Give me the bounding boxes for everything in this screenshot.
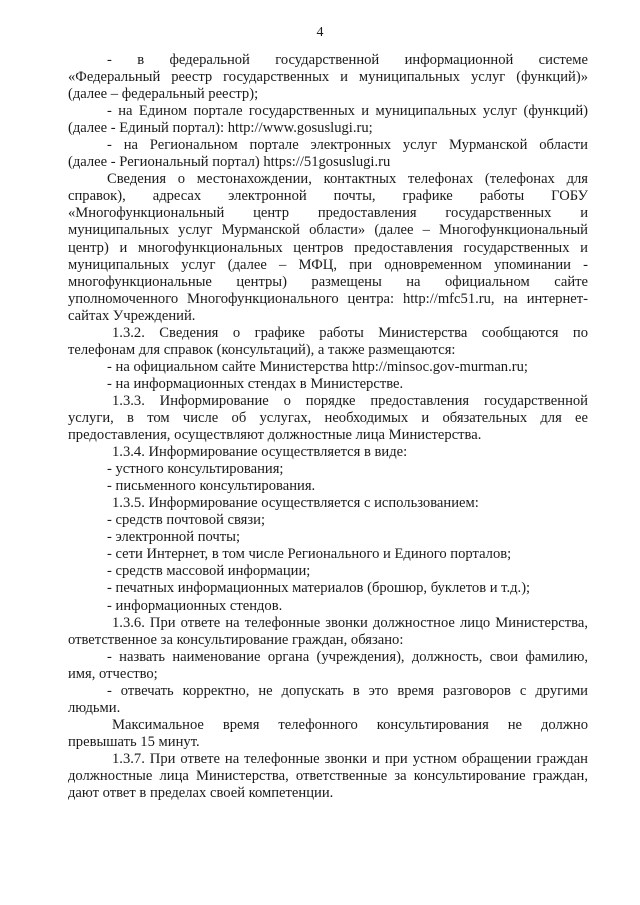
text-line: муниципальных услуг (далее – МФЦ, при одновременном упоминании -	[68, 256, 588, 273]
text-line: (далее – федеральный реестр);	[68, 86, 259, 103]
text-line: - на официальном сайте Министерства http://minsoc.gov-murman.ru;	[107, 358, 528, 375]
text-line: предоставления, осуществляют должностные лица Министерства.	[68, 427, 482, 444]
text-line: дают ответ в пределах своей компетенции.	[68, 785, 334, 802]
text-line: 1.3.5. Информирование осуществляется с использованием:	[112, 495, 479, 512]
text-line: - печатных информационных материалов (брошюр, буклетов и т.д.);	[107, 580, 531, 597]
text-line: ответственное за консультирование граждан, обязано:	[68, 631, 404, 648]
text-line: - в федеральной государственной информационной системе	[107, 52, 588, 68]
text-line: - назвать наименование органа (учреждения), должность, свои фамилию,	[107, 648, 588, 665]
text-line: - на Региональном портале электронных услуг Мурманской области	[107, 137, 588, 154]
text-line: - сети Интернет, в том числе Регионального и Единого порталов;	[107, 546, 512, 563]
text-line: 1.3.4. Информирование осуществляется в виде:	[112, 444, 408, 461]
text-line: (далее - Единый портал): http://www.gosuslugi.ru;	[68, 120, 373, 137]
text-line: - информационных стендов.	[107, 597, 283, 614]
text-line: центр) и многофункциональных центров предоставления государственных и	[68, 239, 588, 256]
text-line: 1.3.2. Сведения о графике работы Министерства сообщаются по	[112, 324, 588, 341]
text-line: «Многофункциональный центр предоставления государственных и	[68, 205, 588, 222]
text-line: - письменного консультирования.	[107, 478, 316, 495]
text-line: должностные лица Министерства, ответственные за консультирование граждан,	[68, 767, 588, 784]
text-line: - на Едином портале государственных и муниципальных услуг (функций)	[107, 103, 588, 120]
text-line: - электронной почты;	[107, 529, 240, 546]
text-line: имя, отчество;	[68, 665, 158, 682]
text-line: 1.3.7. При ответе на телефонные звонки и при устном обращении граждан	[112, 750, 588, 767]
text-line: - средств почтовой связи;	[107, 512, 266, 529]
text-line: справок), адресах электронной почты, графике работы ГОБУ	[68, 188, 588, 205]
text-line: людьми.	[68, 699, 121, 716]
text-line: муниципальных услуг Мурманской области» (далее – Многофункциональный	[68, 222, 588, 239]
text-line: - отвечать корректно, не допускать в это время разговоров с другими	[107, 682, 588, 699]
document-body	[68, 52, 588, 802]
page-number: 4	[316, 25, 324, 40]
text-line: 1.3.3. Информирование о порядке предоставления государственной	[112, 392, 588, 409]
text-line: услуги, в том числе об услугах, необходимых и обязательных для ее	[68, 409, 588, 426]
text-line: превышать 15 минут.	[68, 733, 200, 750]
text-line: - средств массовой информации;	[107, 563, 311, 580]
text-line: (далее - Региональный портал) https://51gosuslugi.ru	[68, 154, 391, 171]
text-line: многофункциональные центры) размещены на официальном сайте	[68, 273, 588, 290]
text-line: сайтах Учреждений.	[68, 307, 196, 324]
text-line: уполномоченного Многофункционального центра: http://mfc51.ru, на интернет-	[68, 290, 588, 307]
text-line: - устного консультирования;	[107, 461, 284, 478]
text-line: телефонам для справок (консультаций), а также размещаются:	[68, 341, 456, 358]
text-line: Максимальное время телефонного консультирования не должно	[112, 716, 588, 733]
text-line: Сведения о местонахождении, контактных телефонах (телефонах для	[107, 171, 588, 188]
text-line: 1.3.6. При ответе на телефонные звонки должностное лицо Министерства,	[112, 614, 588, 631]
text-line: - на информационных стендах в Министерстве.	[107, 375, 404, 392]
text-line: «Федеральный реестр государственных и муниципальных услуг (функций)»	[68, 69, 588, 86]
